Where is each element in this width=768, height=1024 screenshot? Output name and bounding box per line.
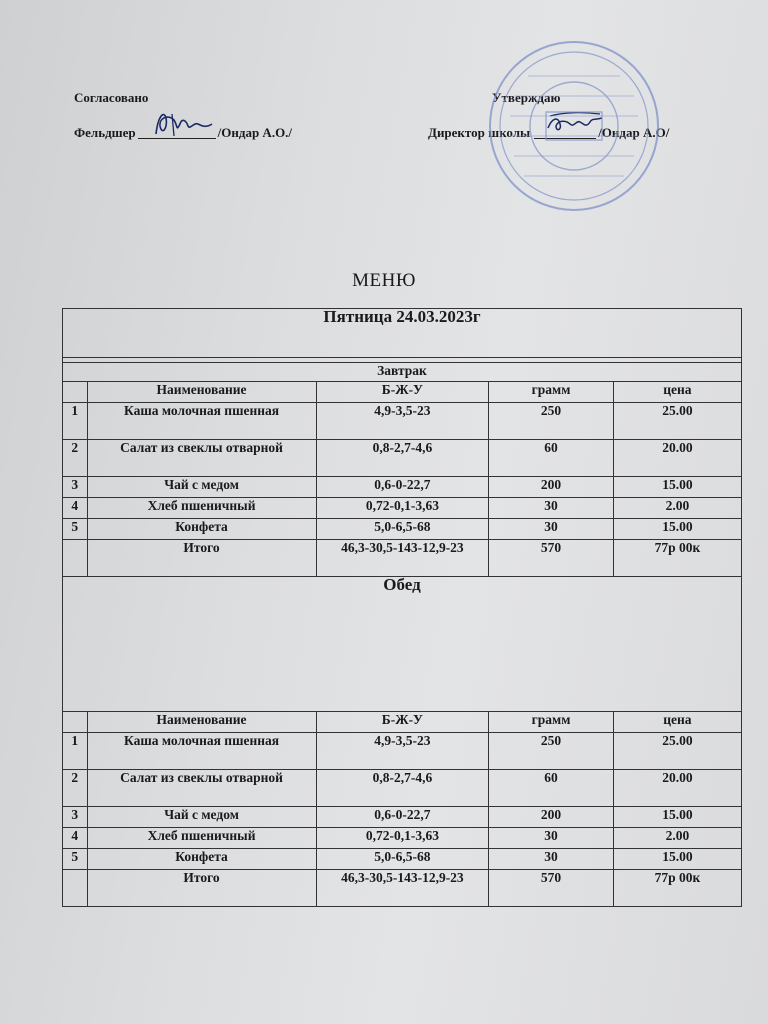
item-bzu: 0,6-0-22,7 (316, 807, 489, 828)
table-row (63, 440, 742, 477)
item-gram: 30 (489, 498, 614, 519)
table-row (63, 849, 742, 870)
item-gram: 250 (489, 403, 614, 440)
table-row (63, 770, 742, 807)
item-name: Чай с медом (87, 477, 316, 498)
item-price: 20.00 (613, 770, 741, 807)
item-gram: 60 (489, 440, 614, 477)
item-num: 1 (63, 733, 88, 770)
total-bzu: 46,3-30,5-143-12,9-23 (316, 870, 489, 907)
item-bzu: 0,8-2,7-4,6 (316, 440, 489, 477)
total-label: Итого (87, 870, 316, 907)
breakfast-label: Завтрак (63, 363, 742, 382)
item-bzu: 0,72-0,1-3,63 (316, 828, 489, 849)
item-name: Конфета (87, 519, 316, 540)
item-bzu: 4,9-3,5-23 (316, 733, 489, 770)
item-num: 4 (63, 828, 88, 849)
header-price: цена (613, 712, 741, 733)
item-name: Салат из свеклы отварной (87, 440, 316, 477)
director-label: Директор школы (428, 125, 531, 140)
item-price: 15.00 (613, 519, 741, 540)
item-price: 25.00 (613, 733, 741, 770)
item-num: 2 (63, 440, 88, 477)
menu-table (62, 308, 742, 907)
item-price: 15.00 (613, 807, 741, 828)
item-name: Чай с медом (87, 807, 316, 828)
table-row (63, 828, 742, 849)
header-gram: грамм (489, 712, 614, 733)
item-num: 5 (63, 519, 88, 540)
item-num: 4 (63, 498, 88, 519)
item-price: 25.00 (613, 403, 741, 440)
page-title: МЕНЮ (352, 270, 416, 291)
header-bzu: Б-Ж-У (316, 382, 489, 403)
item-price: 2.00 (613, 498, 741, 519)
header-bzu: Б-Ж-У (316, 712, 489, 733)
agreed-label: Согласовано (74, 90, 149, 105)
lunch-label: Обед (63, 577, 742, 712)
total-label: Итого (87, 540, 316, 577)
total-num (63, 540, 88, 577)
total-num (63, 870, 88, 907)
item-price: 20.00 (613, 440, 741, 477)
item-name: Салат из свеклы отварной (87, 770, 316, 807)
item-gram: 30 (489, 849, 614, 870)
header-gram: грамм (489, 382, 614, 403)
table-row (63, 807, 742, 828)
item-bzu: 4,9-3,5-23 (316, 403, 489, 440)
item-gram: 200 (489, 807, 614, 828)
lunch-header-row (63, 712, 742, 733)
item-price: 15.00 (613, 477, 741, 498)
item-bzu: 0,8-2,7-4,6 (316, 770, 489, 807)
item-name: Хлеб пшеничный (87, 498, 316, 519)
school-stamp-icon (484, 36, 664, 216)
lunch-label-row (63, 577, 742, 712)
item-name: Хлеб пшеничный (87, 828, 316, 849)
day-row (63, 309, 742, 358)
header-num (63, 382, 88, 403)
item-bzu: 5,0-6,5-68 (316, 519, 489, 540)
item-name: Конфета (87, 849, 316, 870)
header-name: Наименование (87, 712, 316, 733)
medic-name: /Ондар А.О./ (217, 125, 293, 140)
total-price: 77р 00к (613, 540, 741, 577)
header-num (63, 712, 88, 733)
table-row (63, 733, 742, 770)
item-gram: 30 (489, 828, 614, 849)
item-num: 3 (63, 807, 88, 828)
total-bzu: 46,3-30,5-143-12,9-23 (316, 540, 489, 577)
header-name: Наименование (87, 382, 316, 403)
table-row (63, 498, 742, 519)
item-gram: 200 (489, 477, 614, 498)
approve-label: Утверждаю (492, 90, 561, 105)
item-num: 3 (63, 477, 88, 498)
item-name: Каша молочная пшенная (87, 733, 316, 770)
item-gram: 60 (489, 770, 614, 807)
item-num: 1 (63, 403, 88, 440)
breakfast-header-row (63, 382, 742, 403)
medic-label: Фельдшер (74, 125, 136, 140)
lunch-total-row (63, 870, 742, 907)
agreed-block (74, 90, 292, 141)
total-gram: 570 (489, 870, 614, 907)
item-price: 2.00 (613, 828, 741, 849)
item-bzu: 0,72-0,1-3,63 (316, 498, 489, 519)
total-price: 77р 00к (613, 870, 741, 907)
table-row (63, 477, 742, 498)
item-num: 2 (63, 770, 88, 807)
item-num: 5 (63, 849, 88, 870)
total-gram: 570 (489, 540, 614, 577)
item-gram: 30 (489, 519, 614, 540)
item-gram: 250 (489, 733, 614, 770)
table-row (63, 519, 742, 540)
breakfast-label-row (63, 363, 742, 382)
medic-signature (148, 106, 218, 140)
medic-signature-line (138, 122, 216, 139)
item-price: 15.00 (613, 849, 741, 870)
breakfast-total-row (63, 540, 742, 577)
header-price: цена (613, 382, 741, 403)
item-name: Каша молочная пшенная (87, 403, 316, 440)
director-name: /Ондар А.О/ (598, 125, 670, 140)
table-row (63, 403, 742, 440)
item-bzu: 0,6-0-22,7 (316, 477, 489, 498)
item-bzu: 5,0-6,5-68 (316, 849, 489, 870)
day-label: Пятница 24.03.2023г (63, 309, 742, 358)
